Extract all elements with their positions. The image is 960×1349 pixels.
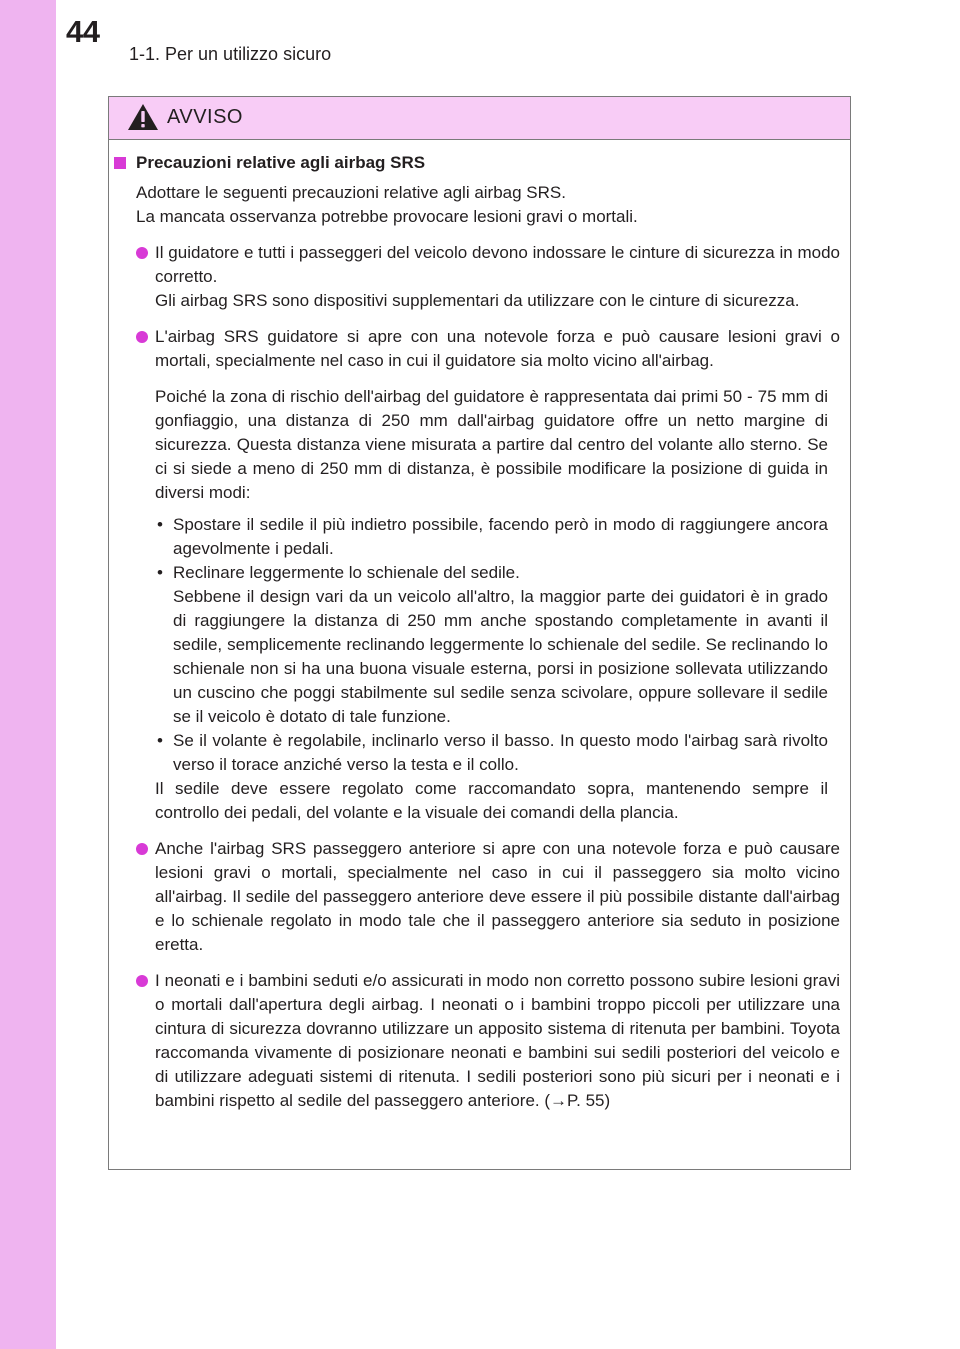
side-color-strip (0, 0, 56, 1349)
dot-mark: • (157, 515, 163, 534)
section-heading (109, 151, 850, 175)
bullet-text: Anche l'airbag SRS passeggero anteriore si apre con una notevole forza e può causare lesioni gravi o mortali, specialmente nel caso in cui il passeggero sia molto vicino all'airbag. Il sedile del passeggero anteriore deve essere il più possibile distante dall'airbag e lo schienale regolato in modo tale che il passeggero anteriore sia seduto in posizione eretta. (155, 839, 840, 954)
list-item (109, 241, 850, 313)
list-item-text: Se il volante è regolabile, inclinarlo verso il basso. In questo modo l'airbag sarà rivolto verso il torace anziché verso la testa e il collo. (173, 731, 828, 774)
page-header-band (56, 0, 960, 82)
list-item (155, 561, 828, 729)
bullet-text: I neonati e i bambini seduti e/o assicurati in modo non corretto possono subire lesioni gravi o mortali dall'apertura degli airbag. I neonati o i bambini troppo piccoli per utilizzare una cintura di sicurezza dovranno utilizzare un apposito sistema di ritenuta per bambini. Toyota raccomanda vivamente di posizionare neonati e bambini sui sedili posteriori del veicolo e di utilizzare adeguati sistemi di ritenuta. I sedili posteriori sono più sicuri per i neonati e i bambini rispetto al sedile del passeggero anteriore. (→P. 55) (155, 971, 840, 1110)
list-item-text: Spostare il sedile il più indietro possibile, facendo però in modo di raggiungere ancora agevolmente i pedali. (173, 515, 828, 558)
intro-line: La mancata osservanza potrebbe provocare lesioni gravi o mortali. (136, 207, 638, 226)
bullet-text: L'airbag SRS guidatore si apre con una notevole forza e può causare lesioni gravi o mortali, specialmente nel caso in cui il guidatore sia molto vicino all'airbag. (155, 327, 840, 370)
list-item-extra: Sebbene il design vari da un veicolo all'altro, la maggior parte dei guidatori è in grado di raggiungere la distanza di 250 mm anche spostando completamente in avanti il sedile, semplicemente reclinando leggermente lo schienale del sedile. Se reclinando lo schienale non si ha una buona visuale esterna, porsi in posizione sollevata utilizzando un cuscino che poggi stabilmente sul sedile senza scivolare, oppure sollevare il sedile se il veicolo è dotato di tale funzione. (173, 587, 828, 726)
intro-line: Adottare le seguenti precauzioni relative agli airbag SRS. (136, 183, 566, 202)
dot-mark: • (157, 563, 163, 582)
section-title: 1-1. Per un utilizzo sicuro (129, 44, 332, 64)
round-bullet-icon (136, 331, 148, 343)
warning-box (108, 96, 851, 1170)
list-item-text: Reclinare leggermente lo schienale del sedile. (173, 563, 520, 582)
list-item (109, 837, 850, 957)
page-number: 44 (66, 14, 100, 49)
closing-paragraph: Il sedile deve essere regolato come raccomandato sopra, mantenendo sempre il controllo dei pedali, del volante e la visuale dei comandi della plancia. (155, 779, 828, 822)
warning-body (109, 151, 850, 1113)
warning-title: AVVISO (167, 106, 243, 128)
round-bullet-icon (136, 247, 148, 259)
section-heading-text: Precauzioni relative agli airbag SRS (136, 153, 426, 172)
detail-paragraph: Poiché la zona di rischio dell'airbag del guidatore è rappresentata dai primi 50 - 75 mm di gonfiaggio, una distanza di 250 mm dall'airbag guidatore offre un netto margine di sicurezza. Questa distanza viene misurata a partire dal centro del volante allo sterno. Se ci si siede a meno di 250 mm di distanza, è possibile modificare la posizione di guida in diversi modi: (155, 387, 828, 502)
warning-triangle-icon (127, 103, 159, 131)
round-bullet-icon (136, 843, 148, 855)
adjustment-list (155, 513, 828, 777)
list-item (155, 729, 828, 777)
warning-header (109, 97, 850, 140)
square-bullet-icon (114, 157, 126, 169)
dot-mark: • (157, 731, 163, 750)
round-bullet-icon (136, 975, 148, 987)
list-item (109, 969, 850, 1113)
bullet-text: Gli airbag SRS sono dispositivi supplementari da utilizzare con le cinture di sicurezza. (155, 291, 800, 310)
list-item (109, 325, 850, 373)
list-item (155, 513, 828, 561)
bullet-text: Il guidatore e tutti i passeggeri del veicolo devono indossare le cinture di sicurezza in modo corretto. (155, 243, 840, 286)
